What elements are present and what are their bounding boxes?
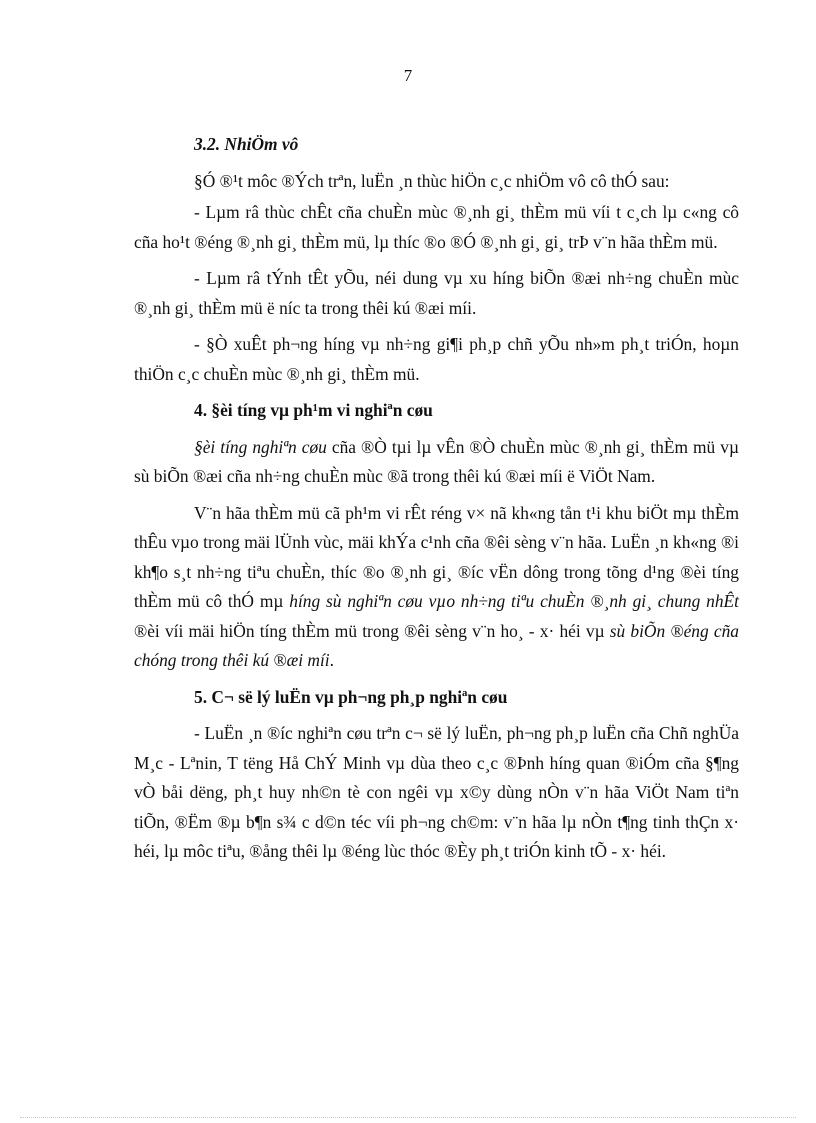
page-bottom-divider <box>20 1117 796 1118</box>
task-item-1: - Lµm râ thùc chÊt cña chuÈn mùc ®¸nh gi¸ thÈm mü víi t c¸ch lµ c«ng cô cña ho¹t ®éng ®¸nh gi¸ thÈm mü, lµ thíc ®o ®Ó ®¸nh gi¸ gi¸ trÞ v¨n hãa thÈm mü. <box>134 202 739 252</box>
page-number: 7 <box>403 66 413 85</box>
section-heading-5: 5. C¬ së lý luËn vµ ph¬ng ph¸p nghiªn cøu <box>194 686 508 707</box>
section-4-paragraph-2-italic-d: sù biÕn ®éng cña chóng trong thêi kú ®æi míi <box>134 620 739 670</box>
section-4-paragraph-2-part-a: V¨n hãa thÈm mü cã ph¹m vi rÊt réng v× nã kh«ng tån t¹i khu biÖt mµ thÈm thÊu vµo trong mäi lÜnh vùc, mäi khÝa c¹nh cña ®êi sèng v¨n hãa. LuËn ¸n kh«ng ®i kh¶o s¸t nh÷ng tiªu chuÈn, thíc ®o ®¸nh gi¸ ®íc vËn dông trong tõng d¹ng ®èi tíng thÈm mü cô thÓ mµ <box>134 502 739 611</box>
section-heading-4: 4. §èi tíng vµ ph¹m vi nghiªn cøu <box>194 400 433 420</box>
research-object-term: §èi tíng nghiªn cøu <box>194 436 327 457</box>
section-4-paragraph-1-rest: cña ®Ò tµi lµ vÊn ®Ò chuÈn mùc ®¸nh gi¸ thÈm mü vµ sù biÕn ®æi cña nh÷ng chuÈn mùc ®ã trong thêi kú ®æi míi ë ViÖt Nam. <box>134 436 739 486</box>
section-4-paragraph-2 <box>134 499 739 676</box>
section-4-paragraph-1 <box>134 433 739 492</box>
section-4-paragraph-2-italic-b: híng sù nghiªn cøu vµo nh÷ng tiªu chuÈn ®¸nh gi¸ chung nhÊt <box>289 591 739 611</box>
section-4-paragraph-2-part-e: . <box>329 650 334 670</box>
section-3-2-intro: §Ó ®¹t môc ®Ých trªn, luËn ¸n thùc hiÖn c¸c nhiÖm vô cô thÓ sau: <box>194 170 670 191</box>
task-item-3: - §Ò xuÊt ph¬ng híng vµ nh÷ng gi¶i ph¸p chñ yÕu nh»m ph¸t triÓn, hoµn thiÖn c¸c chuÈn mùc ®¸nh gi¸ thÈm mü. <box>134 334 739 384</box>
task-item-2: - Lµm râ tÝnh tÊt yÕu, néi dung vµ xu híng biÕn ®æi nh÷ng chuÈn mùc ®¸nh gi¸ thÈm mü ë níc ta trong thêi kú ®æi míi. <box>134 268 739 318</box>
section-heading-3-2: 3.2. NhiÖm vô <box>194 134 299 154</box>
section-4-paragraph-2-part-c: ®èi víi mäi hiÖn tíng thÈm mü trong ®êi sèng v¨n ho¸ - x· héi vµ <box>134 620 610 641</box>
section-5-paragraph-1: - LuËn ¸n ®íc nghiªn cøu trªn c¬ së lý luËn, ph¬ng ph¸p luËn cña Chñ nghÜa M¸c - Lªnin, T tëng Hå ChÝ Minh vµ dùa theo c¸c ®Þnh híng quan ®iÓm cña §¶ng vÒ båi dëng, ph¸t huy nh©n tè con ngêi vµ x©y dùng nÒn v¨n hãa ViÖt Nam tiªn tiÕn, ®Ëm ®µ b¶n s¾ c d©n téc víi ph¬ng ch©m: v¨n hãa lµ nÒn t¶ng tinh thÇn x· héi, lµ môc tiªu, ®ång thêi lµ ®éng lùc thóc ®Èy ph¸t triÓn kinh tÕ - x· héi. <box>134 723 739 861</box>
page-content <box>134 130 739 874</box>
